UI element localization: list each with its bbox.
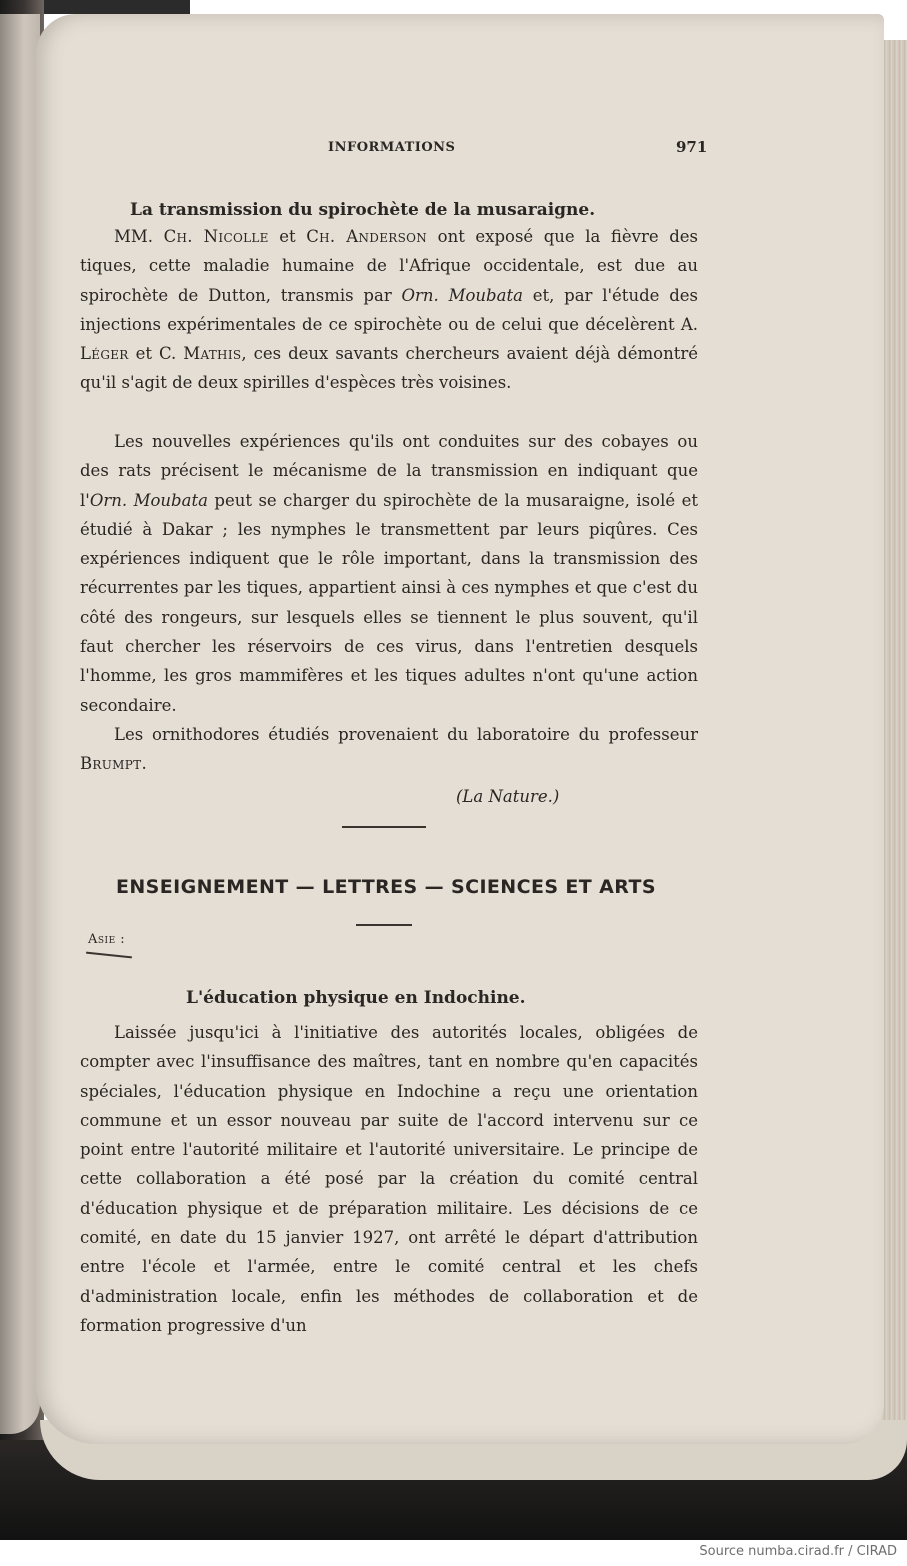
author-leger: Léger — [80, 344, 129, 364]
article-title-spirochete: La transmission du spirochète de la musaraigne. — [130, 200, 596, 220]
section-rule — [356, 924, 412, 926]
article-title-indochine: L'éducation physique en Indochine. — [186, 988, 526, 1008]
article1-paragraph-1: MM. Ch. Nicolle et Ch. Anderson ont exposé que la fièvre des tiques, cette maladie humaine de l'Afrique occidentale, est due au spirochète de Dutton, transmis par Orn. Moubata et, par l'étude des injections expérimentales de ce spirochète ou de celui que décelèrent A. Léger et C. Mathis, ces deux savants chercheurs avaient déjà démontré qu'il s'agit de deux spirilles d'espèces très voisines. — [80, 227, 699, 393]
author-nicolle: Ch. Nicolle — [163, 227, 269, 246]
separator-rule — [342, 826, 426, 828]
region-label: Asie : — [88, 932, 126, 947]
article1-paragraph-2: Les nouvelles expériences qu'ils ont conduites sur des cobayes ou des rats précisent le mécanisme de la transmission en indiquant que l'Orn. Moubata peut se charger du spirochète de la musaraigne, isolé et étudié à Dakar ; les nymphes le transmettent par leurs piqûres. Ces expériences indiquent que le rôle important, dans la transmission des récurrentes par les tiques, appartient ainsi à ces nymphes et que c'est du côté des rongeurs, sur lesquels elles se tiennent le plus souvent, qu'il faut chercher les réservoirs de ces virus, dans l'entretien desquels l'homme, les gros mammifères et les tiques adultes n'ont qu'une action secondaire. — [80, 432, 698, 715]
facing-page-edge — [0, 14, 40, 1434]
author-brumpt: Brumpt — [80, 754, 142, 774]
source-attribution: Source numba.cirad.fr / CIRAD — [699, 1544, 897, 1559]
species-name: Orn. Moubata — [401, 285, 523, 305]
species-name: Orn. Moubata — [89, 490, 208, 510]
author-anderson: Ch. Anderson — [306, 227, 428, 246]
running-head: INFORMATIONS — [328, 140, 456, 155]
article1-paragraph-3: Les ornithodores étudiés provenaient du laboratoire du professeur Brumpt. — [80, 725, 698, 774]
source-credit: (La Nature.) — [456, 787, 560, 806]
page-number: 971 — [676, 138, 708, 156]
author-mathis: Mathis — [183, 344, 242, 364]
article2-paragraph-1: Laissée jusqu'ici à l'initiative des autorités locales, obligées de compter avec l'insuffisance des maîtres, tant en nombre qu'en capacités spéciales, l'éducation physique en Indochine a reçu une orientation commune et un essor nouveau par suite de l'accord intervenu sur ce point entre l'autorité militaire et l'autorité universitaire. Le principe de cette collaboration a été posé par la création du comité central d'éducation physique et de préparation militaire. Les décisions de ce comité, en date du 15 janvier 1927, ont arrêté le départ d'attribution entre l'école et l'armée, entre le comité central et les chefs d'administration locale, enfin les méthodes de collaboration et de formation progressive d'un — [80, 1023, 698, 1335]
section-title: ENSEIGNEMENT — LETTRES — SCIENCES ET ARTS — [116, 876, 656, 898]
